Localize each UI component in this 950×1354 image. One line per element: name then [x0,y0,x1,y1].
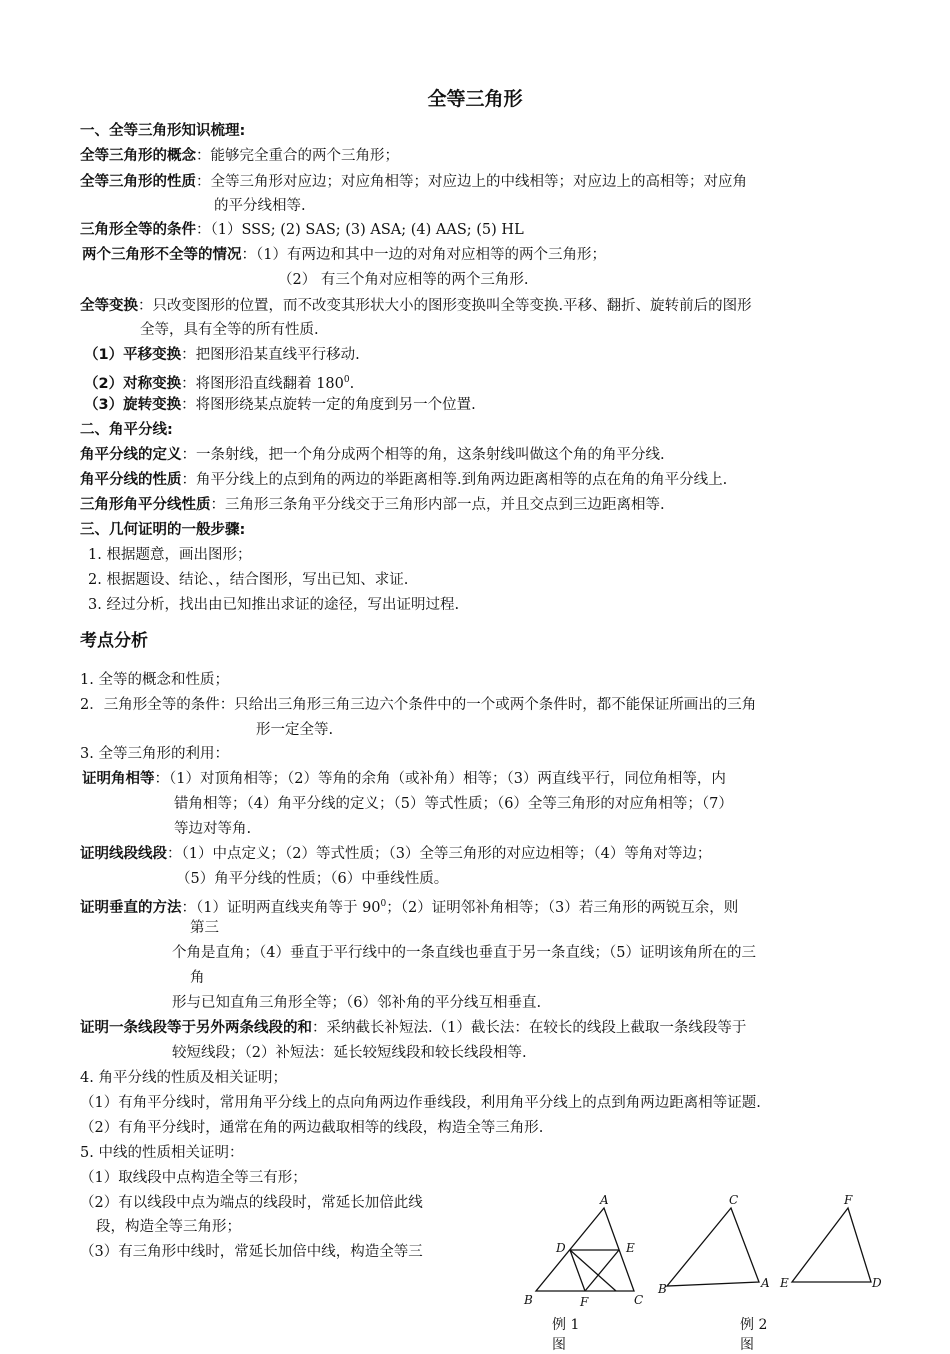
vertex-label-f: F [844,1193,853,1207]
triangle-bisector-label: 三角形角平分线性质 [80,497,211,513]
rotation-line [84,395,476,415]
step-item: 3. 经过分析，找出由已知推出求证的途径，写出证明过程. [88,597,460,613]
bisector-prop-text: ：角平分线上的点到角的两边的举距离相等.到角两边距离相等的点在角的角平分线上. [181,472,728,488]
analysis-heading: 考点分析 [80,631,148,651]
concept-line [80,146,399,166]
prove-angles-text: ：（1）对顶角相等；（2）等角的余角（或补角）相等；（3）两直线平行，同位角相等，内 [154,771,726,787]
prove-segments-line [80,844,711,864]
section-2-heading: 二、角平分线: [80,422,173,438]
transform-label: 全等变换 [80,298,138,314]
bisector-def-label: 角平分线的定义 [80,447,182,463]
not-congruent-label: 两个三角形不全等的情况 [82,247,242,263]
conditions-label: 三角形全等的条件 [80,222,196,238]
prove-perpendicular-text-2: ；（2）证明邻补角相等；（3）若三角形的两锐互余，则 [386,899,739,916]
example-1-caption: 例 1 [552,1317,580,1333]
translation-label: （1）平移变换 [84,347,182,363]
transform-line [80,296,752,316]
step-item: 2. 根据题设、结论、，结合图形，写出已知、求证. [88,572,409,588]
vertex-label-d: D [556,1241,566,1255]
rotation-label: （3）旋转变换 [84,397,182,413]
triangle-bisector-text: ：三角形三条角平分线交于三角形内部一点，并且交点到三边距离相等. [210,497,665,513]
analysis-point-5-1: （1）取线段中点构造全等三有形； [80,1170,307,1186]
not-congruent-item-2: （2） 有三个角对应相等的两个三角形. [278,272,529,288]
analysis-point-2-cont: 形一定全等. [256,722,334,738]
reflection-line [84,370,354,394]
conditions-text: ：（1）SSS; (2) SAS; (3) ASA; (4) AAS; (5) HL [196,222,524,238]
section-1-heading: 一、全等三角形知识梳理: [80,123,246,139]
degree-superscript: 0 [380,899,387,909]
translation-text: ：把图形沿某直线平行移动. [181,347,360,363]
bisector-def-text: ：一条射线，把一个角分成两个相等的角，这条射线叫做这个角的角平分线. [181,447,665,463]
section-3-heading: 三、几何证明的一般步骤: [80,522,246,538]
not-congruent-text: ：（1）有两边和其中一边的对角对应相等的两个三角形； [241,247,606,263]
not-congruent-line [82,245,606,265]
page-title: 全等三角形 [427,88,523,110]
property-label: 全等三角形的性质 [80,174,196,190]
prove-perpendicular-text: ：（1）证明两直线夹角等于 90 [181,899,381,916]
prove-perpendicular-cont-3: 角 [190,970,205,986]
example-1-caption-2: 图 [552,1337,566,1353]
step-item: 1. 根据题意，画出图形； [88,547,252,563]
vertex-label-e: E [780,1276,789,1290]
analysis-point-5-3: （3）有三角形中线时，常延长加倍中线，构造全等三 [80,1244,423,1260]
prove-segments-cont: （5）角平分线的性质；（6）中垂线性质。 [176,871,449,887]
property-text: ：全等三角形对应边；对应角相等；对应边上的中线相等；对应边上的高相等；对应角 [196,174,747,190]
example-2-caption: 例 2 [740,1317,768,1333]
prove-angles-line [82,769,726,789]
analysis-point-4-1: （1）有角平分线时，常用角平分线上的点向角两边作垂线段，利用角平分线上的点到角两边距离相等证题. [80,1095,761,1111]
prove-perpendicular-cont-1: 第三 [190,920,219,936]
prove-angles-cont-1: 错角相等；（4）角平分线的定义；（5）等式性质；（6）全等三角形的对应角相等；（7） [174,796,733,812]
vertex-label-d: D [872,1276,882,1290]
vertex-label-c: C [634,1293,644,1307]
vertex-label-c: C [729,1193,739,1207]
reflection-end: . [349,375,355,392]
triangle-abc-2 [667,1208,759,1286]
bisector-prop-label: 角平分线的性质 [80,472,182,488]
property-continuation: 的平分线相等. [214,198,306,214]
concept-text: ：能够完全重合的两个三角形； [196,148,399,164]
example-2-caption-2: 图 [740,1337,754,1353]
concept-label: 全等三角形的概念 [80,148,196,164]
vertex-label-b: B [658,1282,667,1295]
analysis-point-5-2-cont: 段，构造全等三角形； [96,1219,241,1235]
analysis-point-4: 4. 角平分线的性质及相关证明； [80,1070,287,1086]
example-2-figure-abc [655,1190,775,1295]
vertex-label-b: B [524,1293,533,1307]
analysis-point-3: 3. 全等三角形的利用： [80,746,229,762]
rotation-text: ：将图形绕某点旋转一定的角度到另一个位置. [181,397,476,413]
triangle-bisector-line [80,495,665,515]
example-1-figure [518,1190,658,1310]
bisector-def-line [80,445,665,465]
triangle-def [792,1208,871,1282]
analysis-point-4-2: （2）有角平分线时，通常在角的两边截取相等的线段，构造全等三角形. [80,1120,544,1136]
reflection-text: ：将图形沿直线翻着 180 [181,375,344,392]
transform-text: ：只改变图形的位置，而不改变其形状大小的图形变换叫全等变换.平移、翻折、旋转前后的图形 [138,298,752,314]
prove-perpendicular-cont-2: 个角是直角；（4）垂直于平行线中的一条直线也垂直于另一条直线；（5）证明该角所在的三 [172,945,756,961]
vertex-label-f: F [580,1295,589,1309]
prove-perpendicular-cont-4: 形与已知直角三角形全等；（6）邻补角的平分线互相垂直. [172,995,542,1011]
prove-sum-label: 证明一条线段等于另外两条线段的和 [80,1020,312,1036]
analysis-point-5: 5. 中线的性质相关证明： [80,1145,244,1161]
prove-sum-text: ：采纳截长补短法.（1）截长法：在较长的线段上截取一条线段等于 [312,1020,747,1036]
conditions-line [80,220,524,240]
vertex-label-a: A [600,1193,609,1207]
prove-sum-line [80,1018,746,1038]
analysis-point-1: 1. 全等的概念和性质； [80,672,229,688]
transform-continuation: 全等，具有全等的所有性质. [140,322,319,338]
prove-segments-label: 证明线段线段 [80,846,167,862]
degree-superscript: 0 [343,375,350,385]
analysis-point-5-2: （2）有以线段中点为端点的线段时，常延长加倍此线 [80,1195,423,1211]
translation-line [84,345,360,365]
vertex-label-a: A [761,1276,770,1290]
bisector-prop-line [80,470,727,490]
reflection-label: （2）对称变换 [84,375,182,392]
prove-sum-cont: 较短线段；（2）补短法：延长较短线段和较长线段相等. [172,1045,527,1061]
prove-perpendicular-line [80,894,738,918]
prove-angles-label: 证明角相等 [82,771,155,787]
example-2-figure-def [778,1190,888,1295]
property-line [80,172,747,192]
analysis-point-2: 2．三角形全等的条件：只给出三角形三角三边六个条件中的一个或两个条件时，都不能保证所画出的三角 [80,697,757,713]
prove-angles-cont-2: 等边对等角. [174,821,252,837]
vertex-label-e: E [626,1241,635,1255]
prove-perpendicular-label: 证明垂直的方法 [80,899,182,916]
prove-segments-text: ：（1）中点定义；（2）等式性质；（3）全等三角形的对应边相等；（4）等角对等边； [167,846,712,862]
segment-ef [585,1250,619,1291]
